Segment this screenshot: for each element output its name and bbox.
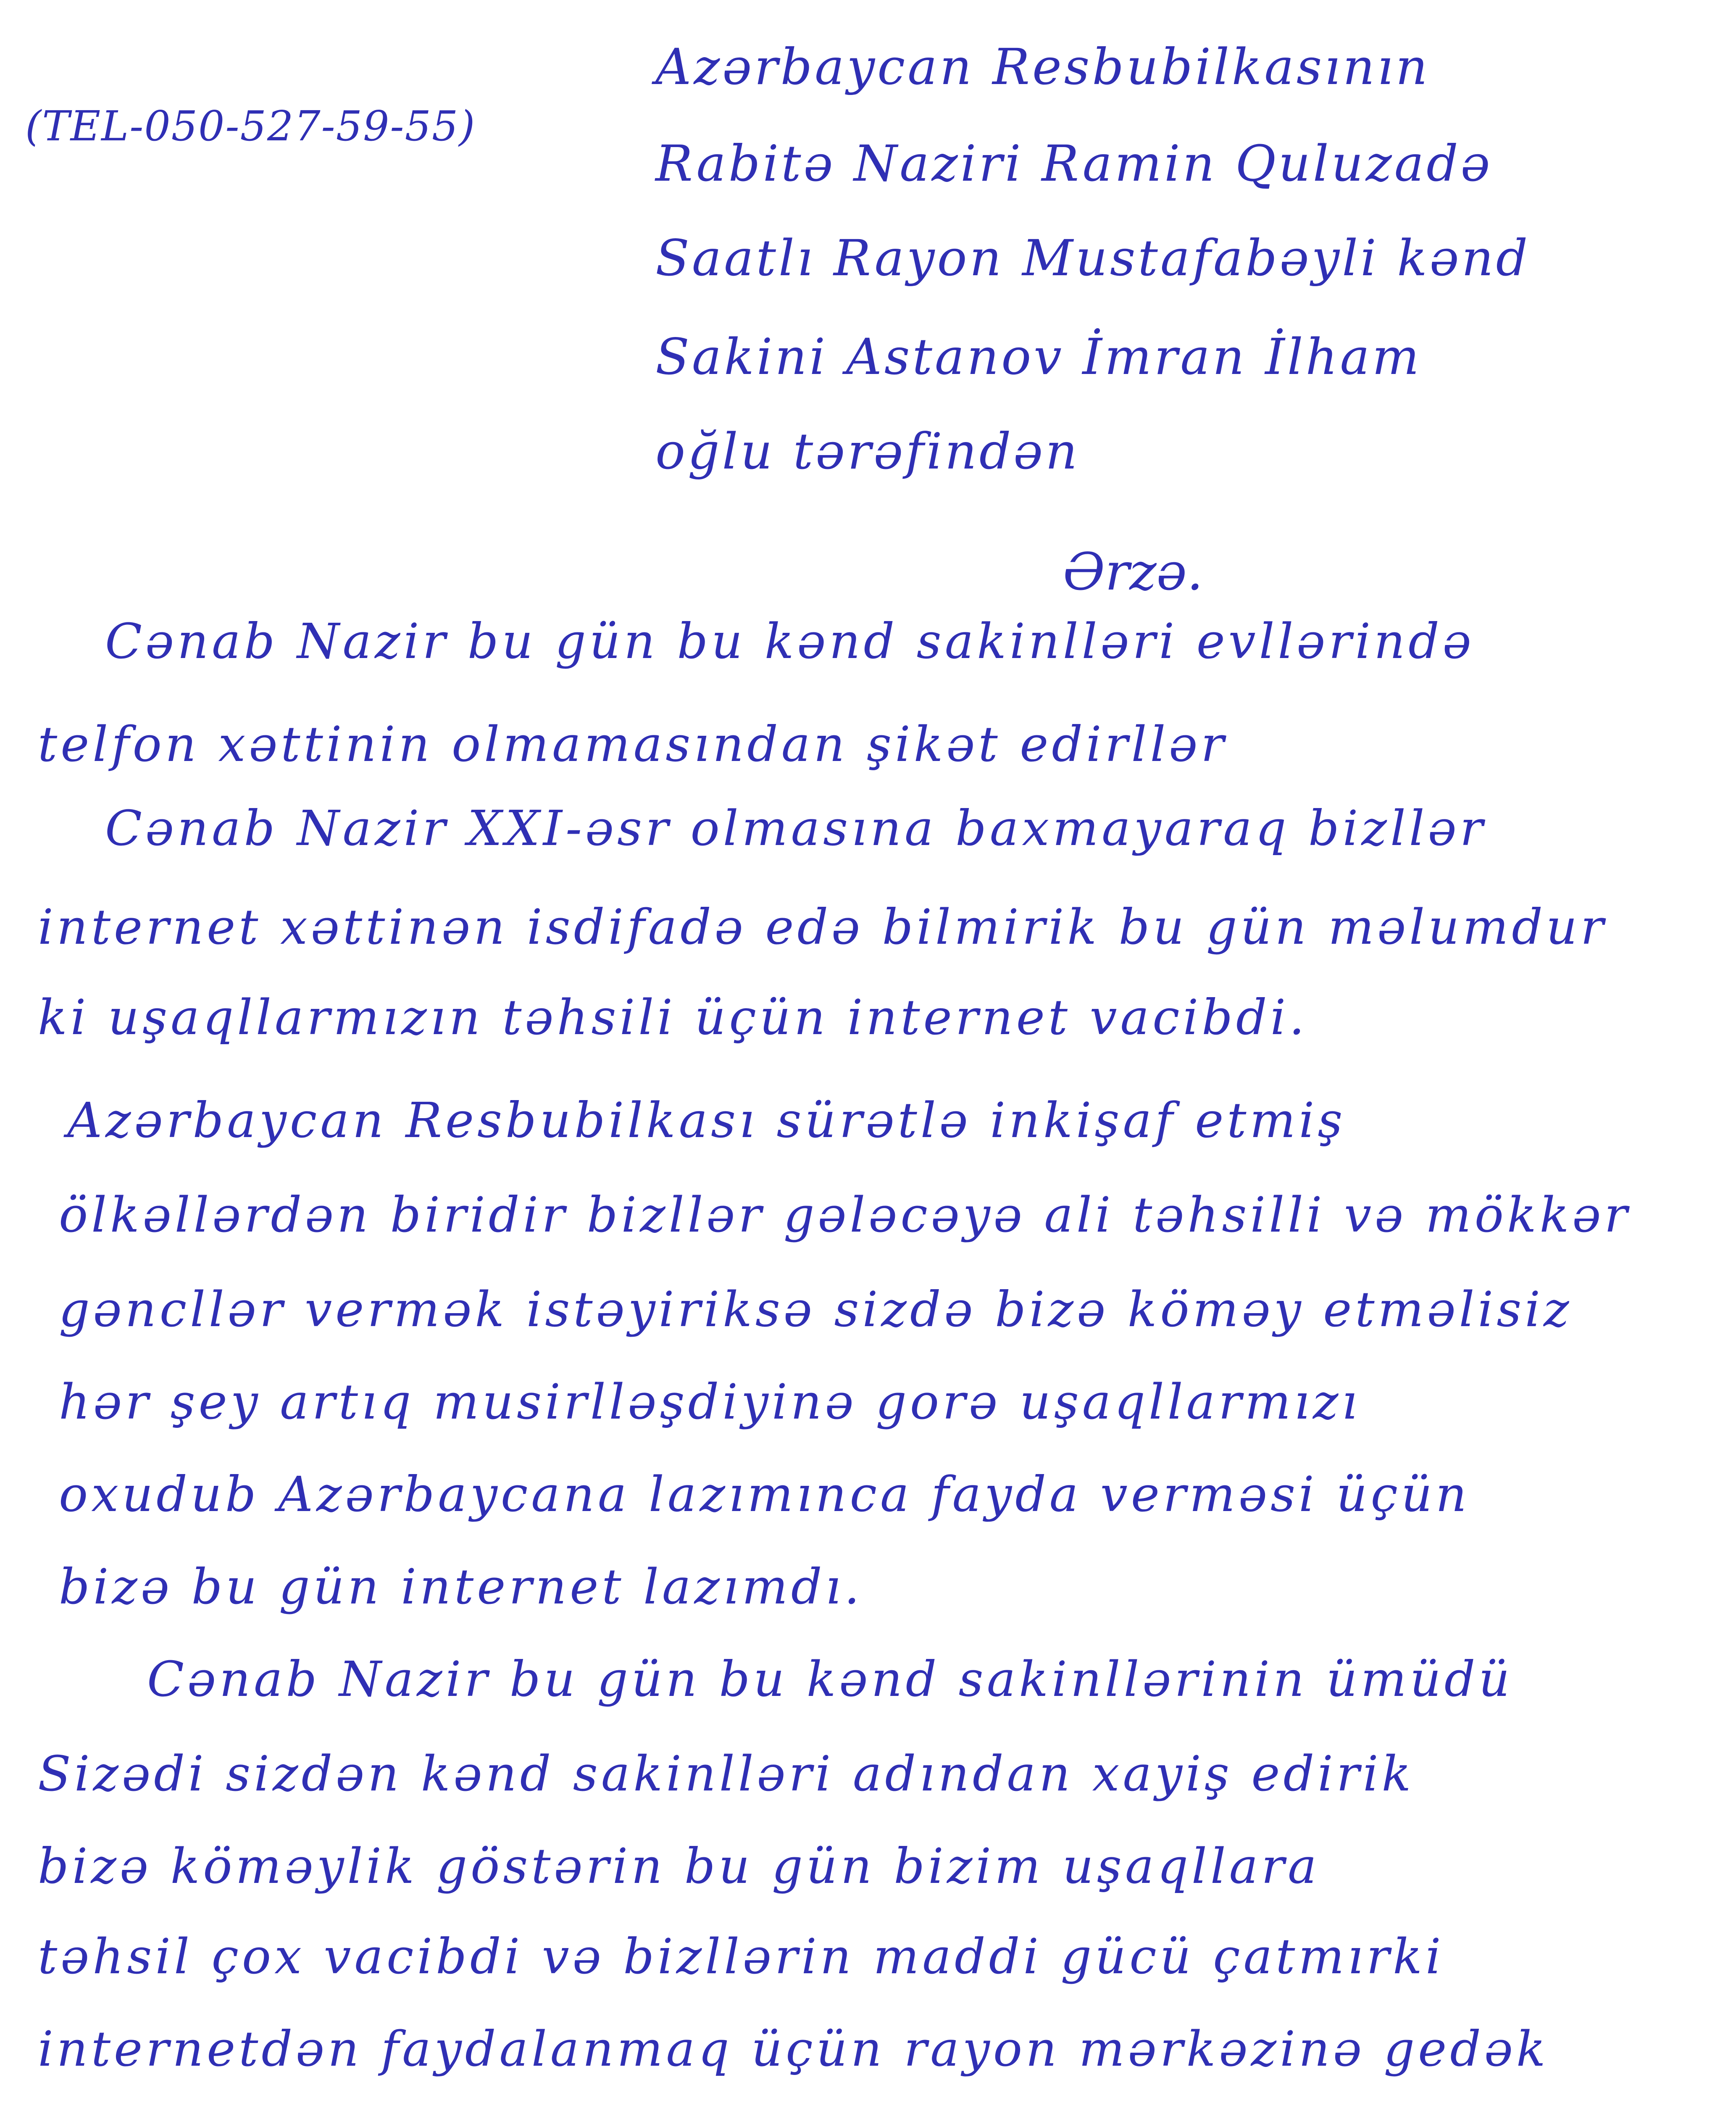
body-line: oxudub Azərbaycana lazımınca fayda verməsi üçün xyxy=(59,1466,1470,1523)
body-line: telfon xəttinin olmamasından şikət edirllər xyxy=(38,716,1228,773)
body-line: ölkəllərdən biridir bizllər gələcəyə ali təhsilli və mökkər xyxy=(59,1187,1631,1243)
body-line: Cənab Nazir bu gün bu kənd sakinlləri evllərində xyxy=(105,613,1475,670)
body-line: təhsil çox vacibdi və bizllərin maddi gücü çatmırki xyxy=(38,1929,1444,1985)
body-line: Azərbaycan Resbubilkası sürətlə inkişaf etmiş xyxy=(67,1093,1346,1149)
body-line: internet xəttinən isdifadə edə bilmirik bu gün məlumdur xyxy=(38,899,1607,956)
header-line-sender-1: Saatlı Rayon Mustafabəyli kənd xyxy=(655,229,1531,287)
body-line: Cənab Nazir XXI-əsr olmasına baxmayaraq bizllər xyxy=(105,800,1486,857)
body-line: Cənab Nazir bu gün bu kənd sakinllərinin ümüdü xyxy=(147,1651,1513,1708)
body-line: hər şey artıq musirlləşdiyinə gorə uşaqllarmızı xyxy=(59,1374,1361,1430)
document-title: Ərzə. xyxy=(1063,542,1203,602)
header-line-addressee-1: Azərbaycan Resbubilkasının xyxy=(655,38,1430,96)
body-line: gəncllər vermək istəyiriksə sizdə bizə köməy etməlisiz xyxy=(59,1282,1573,1338)
body-line: bizə bu gün internet lazımdı. xyxy=(59,1559,863,1615)
body-line: ki uşaqllarmızın təhsili üçün internet vacibdi. xyxy=(38,990,1308,1046)
body-line: internetdən faydalanmaq üçün rayon mərkəzinə gedək xyxy=(38,2021,1549,2077)
header-line-addressee-2: Rabitə Naziri Ramin Quluzadə xyxy=(655,134,1493,192)
header-line-sender-3: oğlu tərəfindən xyxy=(655,422,1080,480)
body-line: Sizədi sizdən kənd sakinlləri adından xayiş edirik xyxy=(38,1746,1415,1802)
phone-number: (TEL-050-527-59-55) xyxy=(25,103,476,150)
body-line: bizə köməylik göstərin bu gün bizim uşaqllara xyxy=(38,1838,1320,1895)
header-line-sender-2: Sakini Astanov İmran İlham xyxy=(655,328,1422,386)
